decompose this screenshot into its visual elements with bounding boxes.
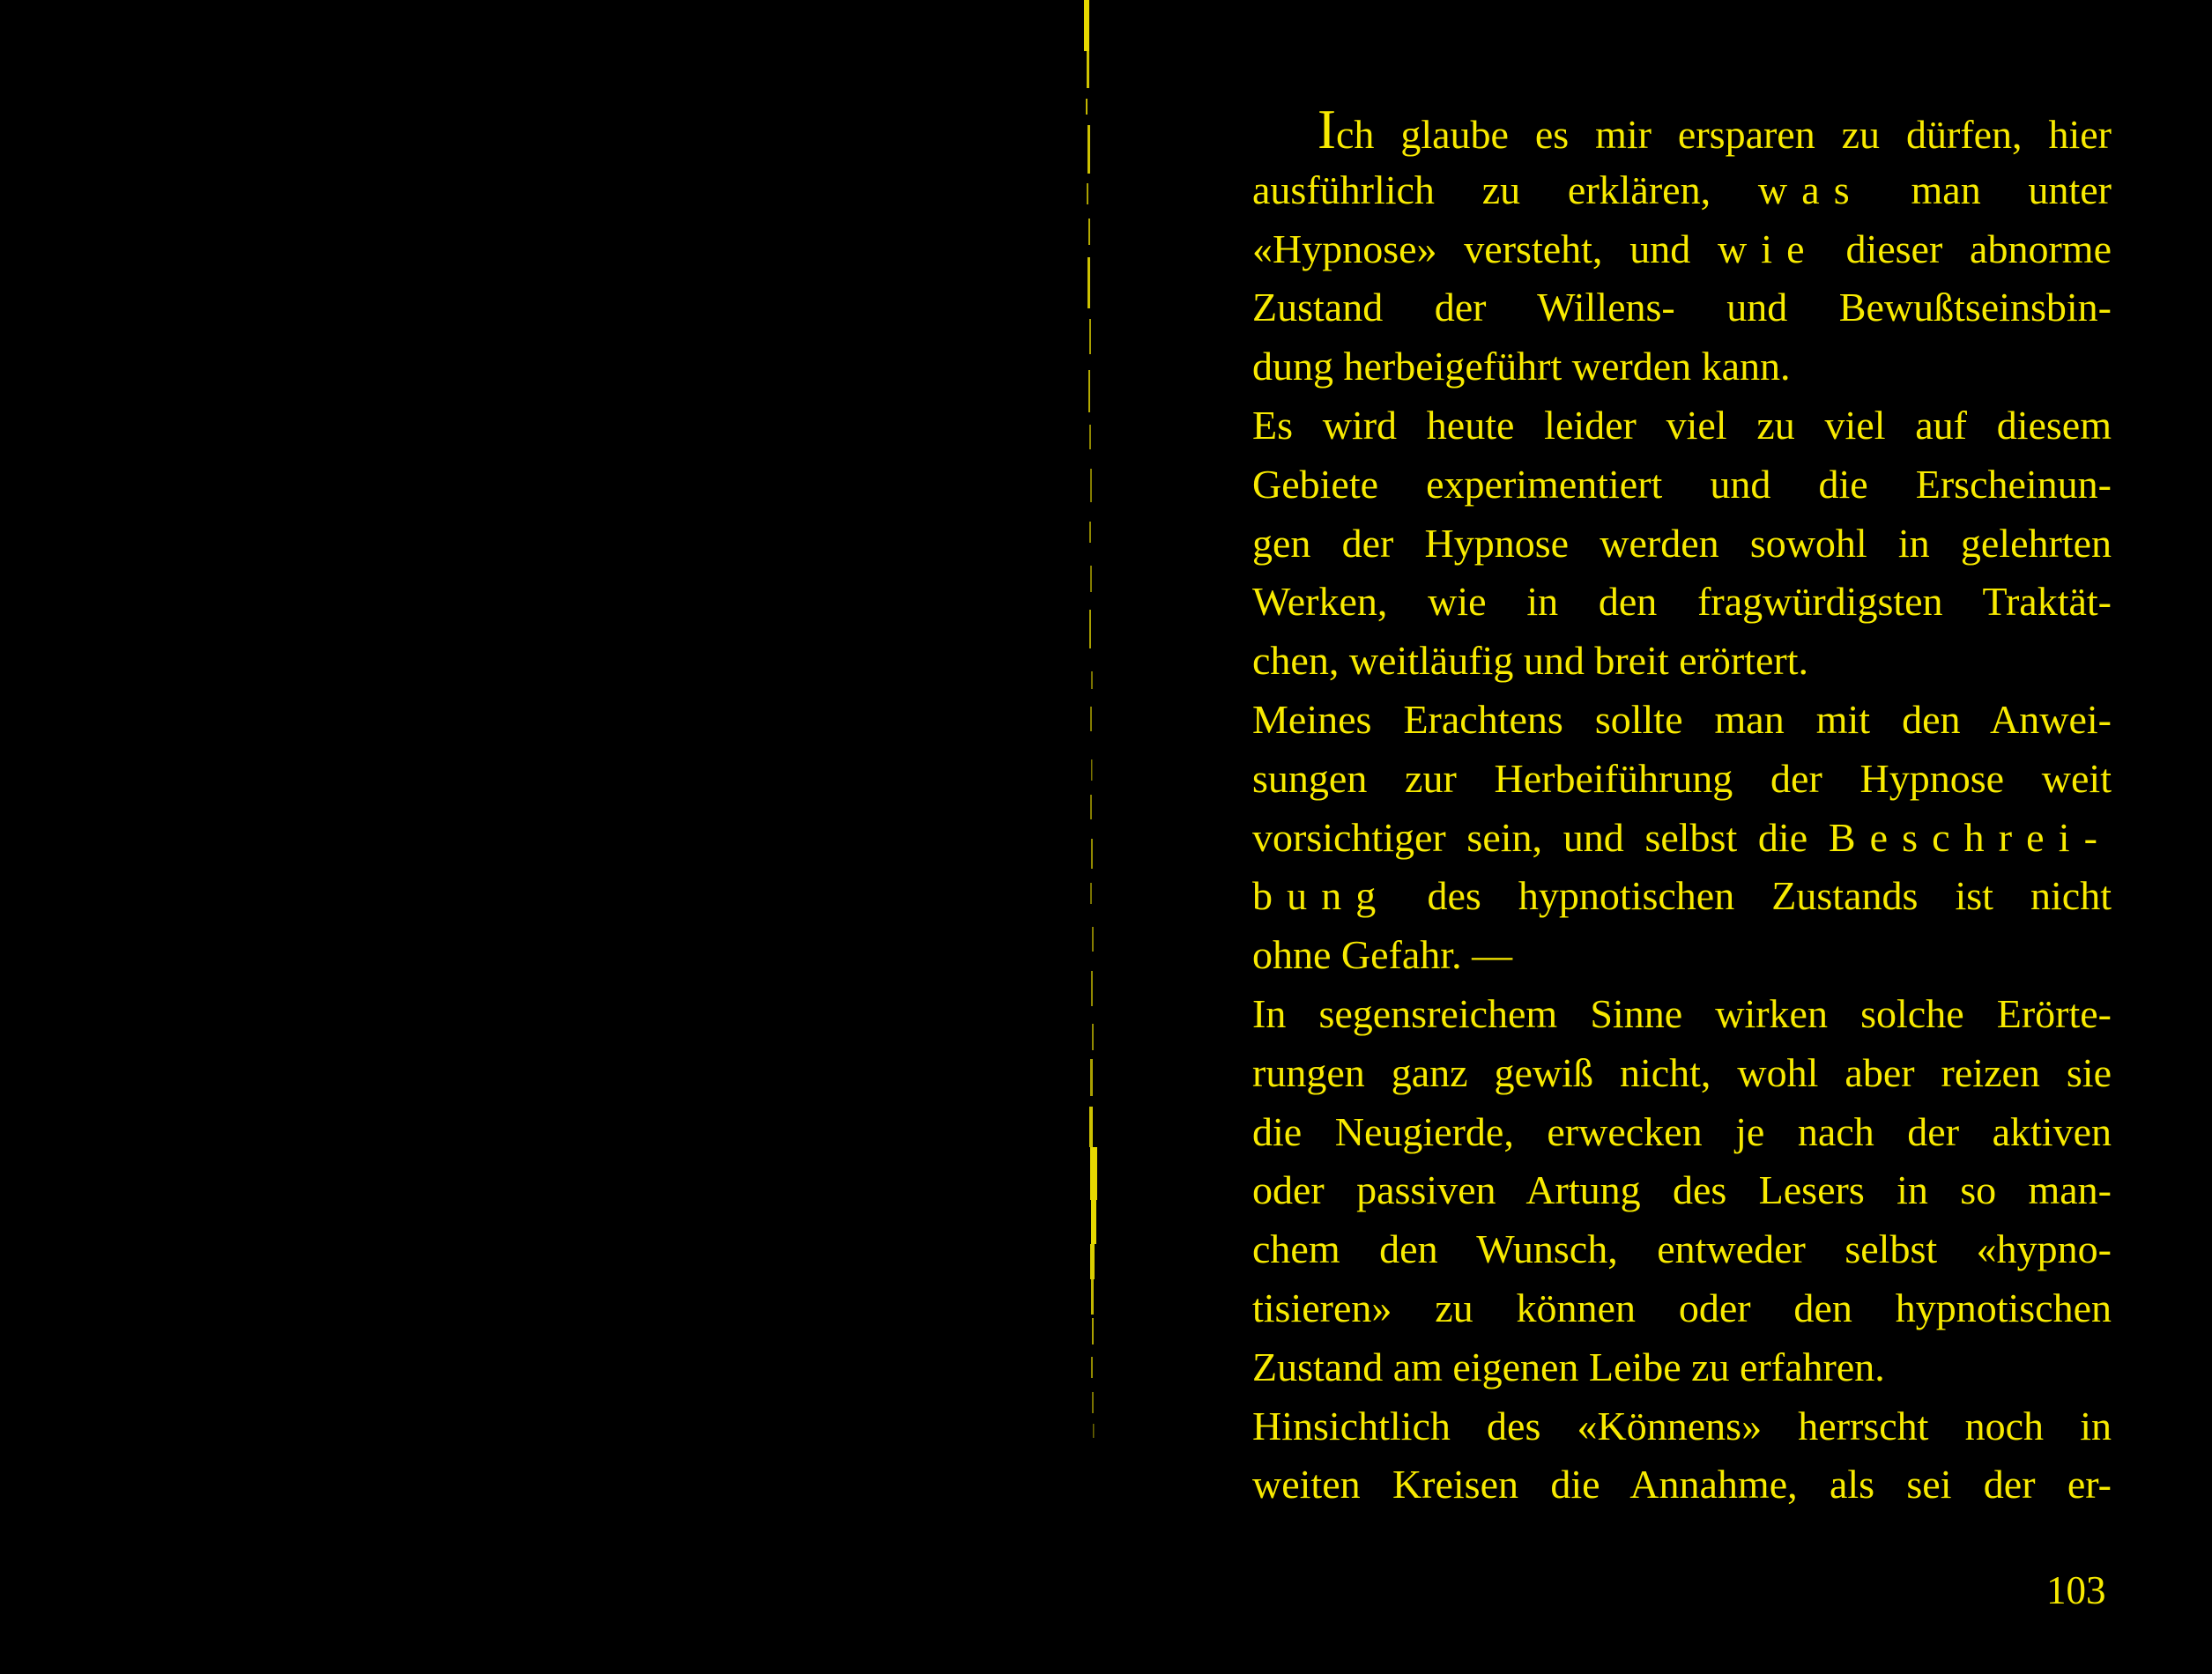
text-segment: die Neugierde, erwecken je nach der aktiven	[1252, 1108, 2112, 1154]
text-line	[1252, 573, 2112, 632]
text-line	[1252, 809, 2112, 868]
text-segment: vorsichtiger sein, und selbst die	[1252, 814, 1829, 860]
text-segment: Gebiete experimentiert und die Erscheinun-	[1252, 461, 2112, 507]
text-segment: tisieren» zu können oder den hypnotischen	[1252, 1285, 2112, 1330]
text-segment-spaced: wie	[1717, 226, 1819, 271]
text-line	[1252, 456, 2112, 515]
text-line	[1252, 926, 2112, 985]
text-line	[1252, 161, 2112, 220]
text-segment: ch glaube es mir ersparen zu dürfen, hier	[1335, 112, 2112, 157]
text-segment: man unter	[1863, 167, 2112, 212]
text-segment: weiten Kreisen die Annahme, als sei der er-	[1252, 1462, 2112, 1507]
text-line	[1252, 1455, 2112, 1515]
text-line	[1252, 1338, 2112, 1397]
text-line	[1252, 1397, 2112, 1456]
text-line	[1252, 99, 2112, 161]
text-segment: Werken, wie in den fragwürdigsten Traktät-	[1252, 579, 2112, 625]
text-segment: sungen zur Herbeiführung der Hypnose weit	[1252, 755, 2112, 801]
text-segment-spaced: was	[1757, 167, 1864, 212]
text-segment: Hinsichtlich des «Könnens» herrscht noch in	[1252, 1403, 2112, 1448]
text-line	[1252, 750, 2112, 809]
text-segment: In segensreichem Sinne wirken solche Erörte-	[1252, 990, 2112, 1036]
text-line	[1252, 337, 2112, 396]
text-segment: Es wird heute leider viel zu viel auf diesem	[1252, 402, 2112, 448]
text-line	[1252, 1103, 2112, 1162]
text-line	[1252, 985, 2112, 1044]
text-segment-initial: I	[1318, 99, 1336, 160]
text-segment: rungen ganz gewiß nicht, wohl aber reizen sie	[1252, 1049, 2112, 1095]
text-segment-spaced: bung	[1252, 873, 1391, 919]
text-line	[1252, 691, 2112, 750]
page-number: 103	[2046, 1568, 2106, 1612]
text-line	[1252, 515, 2112, 574]
text-segment: chem den Wunsch, entweder selbst «hypno-	[1252, 1226, 2112, 1272]
text-segment: «Hypnose» versteht, und	[1252, 226, 1718, 271]
text-segment: dung herbeigeführt werden kann.	[1252, 344, 1791, 389]
text-segment: chen, weitläufig und breit erörtert.	[1252, 638, 1808, 684]
text-line	[1252, 1161, 2112, 1220]
text-line	[1252, 220, 2112, 279]
page-text-block	[1252, 99, 2112, 1515]
text-line	[1252, 1279, 2112, 1338]
text-segment: des hypnotischen Zustands ist nicht	[1390, 873, 2112, 919]
text-segment: ohne Gefahr. —	[1252, 932, 1513, 978]
text-line	[1252, 632, 2112, 691]
text-line	[1252, 278, 2112, 337]
text-line	[1252, 1044, 2112, 1103]
text-line	[1252, 396, 2112, 456]
text-segment: ausführlich zu erklären,	[1252, 167, 1758, 212]
text-segment: gen der Hypnose werden sowohl in gelehrten	[1252, 520, 2112, 566]
text-segment: oder passiven Artung des Lesers in so man-	[1252, 1167, 2112, 1213]
text-segment-spaced: Beschrei-	[1828, 814, 2112, 860]
text-segment: dieser abnorme	[1818, 226, 2112, 271]
text-segment: Zustand am eigenen Leibe zu erfahren.	[1252, 1344, 1885, 1389]
text-line	[1252, 867, 2112, 926]
text-line	[1252, 1220, 2112, 1279]
text-segment: Meines Erachtens sollte man mit den Anwei-	[1252, 696, 2112, 742]
text-segment: Zustand der Willens- und Bewußtseinsbin-	[1252, 285, 2112, 330]
